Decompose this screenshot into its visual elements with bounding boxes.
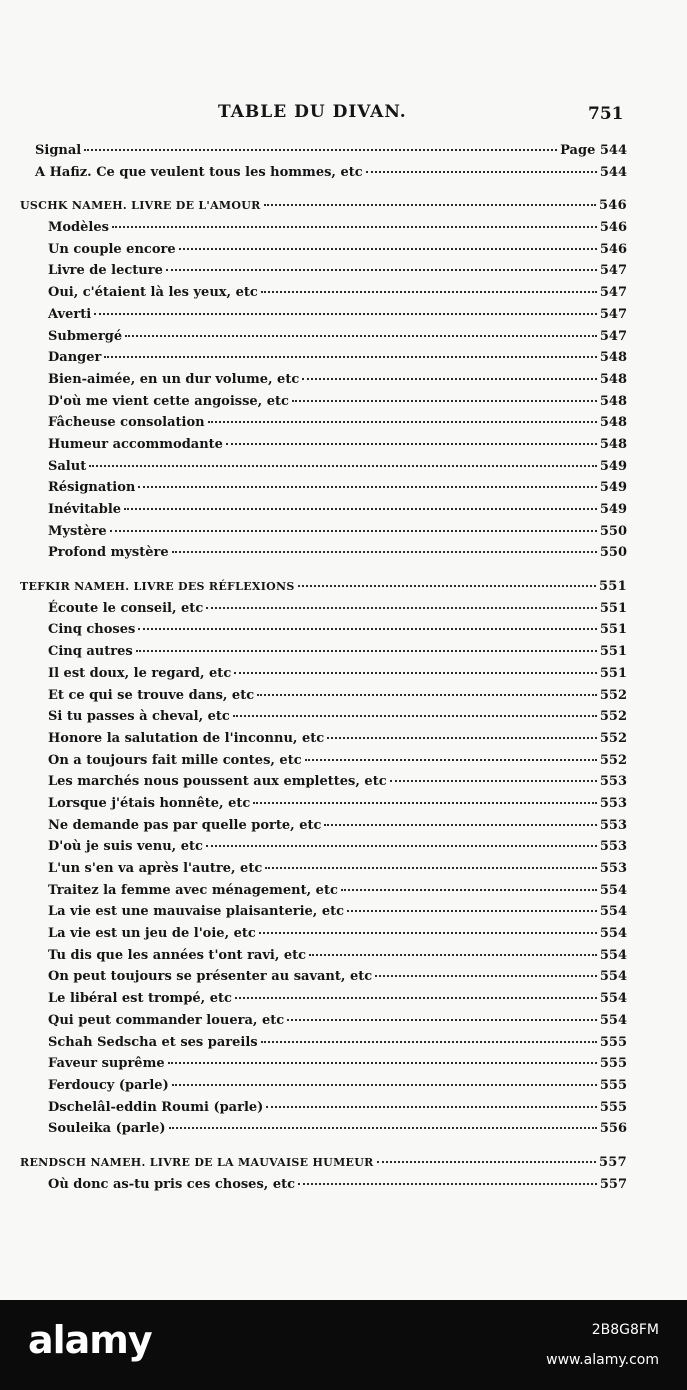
dot-leader [302, 378, 597, 380]
dot-leader [298, 585, 596, 587]
dot-leader [366, 171, 597, 173]
dot-leader [390, 780, 597, 782]
toc-entry [20, 948, 627, 970]
toc-entry-page: 549 [599, 480, 627, 496]
toc-block-tefkir [20, 601, 627, 1143]
toc-entry-title: Écoute le conseil, etc [48, 600, 204, 616]
toc-entry-page: 548 [599, 436, 627, 452]
toc-block-intro [20, 143, 627, 186]
toc-entry [20, 372, 627, 394]
toc-entry [20, 350, 627, 372]
dot-leader [112, 226, 597, 228]
toc-entry-title: Cinq autres [48, 644, 133, 660]
toc-entry-title: Inévitable [48, 502, 122, 517]
toc-entry-page: 553 [599, 817, 627, 833]
toc-entry [20, 601, 627, 623]
toc-entry-title: Honore la salutation de l'inconnu, etc [48, 730, 325, 746]
toc-entry-page: 552 [599, 709, 627, 725]
dot-leader [292, 400, 597, 402]
toc-entry [20, 1121, 627, 1143]
toc-entry [20, 991, 627, 1013]
dot-leader [94, 313, 597, 315]
toc-entry [20, 143, 627, 165]
dot-leader [327, 737, 597, 739]
toc-entry-title: Modèles [48, 220, 109, 236]
toc-entry-title: On a toujours fait mille contes, etc [48, 752, 302, 768]
toc-entry [20, 545, 627, 567]
dot-leader [264, 204, 596, 206]
toc-entry [20, 904, 627, 926]
toc-entry-title: On peut toujours se présenter au savant, etc [48, 969, 373, 985]
toc-entry-page: 553 [599, 795, 627, 811]
toc-entry-page: 553 [599, 861, 627, 876]
toc-entry-title: Humeur accommodante [48, 436, 223, 452]
dot-leader [234, 672, 597, 674]
toc-entry-page: Page 544 [560, 143, 627, 158]
toc-entry-page: 548 [599, 415, 627, 431]
toc-entry-page: 552 [599, 752, 627, 768]
toc-block-uschk [20, 220, 627, 567]
toc-entry-title: Où donc as-tu pris ces choses, etc [48, 1176, 296, 1192]
toc-entry-page: 553 [599, 774, 627, 790]
toc-entry [20, 644, 627, 666]
dot-leader [110, 530, 597, 532]
dot-leader [172, 1084, 597, 1086]
section-page: 546 [598, 198, 627, 214]
toc-entry-page: 547 [599, 285, 627, 301]
toc-entry-title: Un couple encore [48, 241, 176, 257]
toc-entry-title: Schah Sedscha et ses pareils [48, 1034, 258, 1050]
toc-entry-page: 551 [599, 600, 627, 616]
dot-leader [253, 802, 597, 804]
toc-entry [20, 307, 627, 329]
dot-leader [257, 694, 597, 696]
stock-image-id: 2B8G8FM [591, 1322, 659, 1338]
toc-entry-title: L'un s'en va après l'autre, etc [48, 861, 263, 876]
toc-entry-title: Faveur suprême [48, 1056, 165, 1072]
toc-entry-title: D'où je suis venu, etc [48, 839, 203, 855]
toc-entry [20, 861, 627, 883]
dot-leader [84, 149, 557, 151]
toc-entry-title: Livre de lecture [48, 263, 163, 279]
toc-entry-page: 554 [599, 991, 627, 1007]
toc-entry-page: 555 [599, 1099, 627, 1115]
toc-entry-title: Qui peut commander louera, etc [48, 1012, 285, 1028]
page-number: 751 [588, 104, 624, 124]
dot-leader [324, 824, 596, 826]
toc-entry-page: 552 [599, 730, 627, 746]
toc-entry-title: Il est doux, le regard, etc [48, 665, 232, 681]
dot-leader [138, 628, 597, 630]
dot-leader [377, 1161, 596, 1163]
toc-entry-page: 554 [599, 947, 627, 963]
toc-entry-title: Cinq choses [48, 622, 136, 638]
toc-entry [20, 285, 627, 307]
toc-entry-title: Souleika (parle) [48, 1121, 166, 1137]
toc-entry-page: 555 [599, 1034, 627, 1050]
dot-leader [104, 356, 597, 358]
toc-entry-title: Tu dis que les années t'ont ravi, etc [48, 947, 307, 963]
toc-entry-title: La vie est une mauvaise plaisanterie, etc [48, 904, 345, 920]
dot-leader [261, 291, 597, 293]
toc-entry-title: Les marchés nous poussent aux emplettes, etc [48, 774, 387, 790]
toc-section-tefkir [20, 579, 627, 601]
dot-leader [226, 443, 597, 445]
dot-leader [259, 932, 597, 934]
toc-entry-page: 546 [599, 220, 627, 236]
toc-block-rendsch [20, 1177, 627, 1199]
dot-leader [89, 465, 597, 467]
toc-entry-page: 553 [599, 839, 627, 855]
dot-leader [166, 269, 597, 271]
toc-entry-page: 554 [599, 1012, 627, 1028]
dot-leader [125, 335, 597, 337]
toc-gap [20, 186, 627, 198]
toc-entry-page: 551 [599, 622, 627, 638]
dot-leader [309, 954, 597, 956]
toc-entry-page: 550 [599, 523, 627, 539]
toc-entry [20, 1100, 627, 1122]
toc-gap [20, 1143, 627, 1155]
toc-entry-title: D'où me vient cette angoisse, etc [48, 393, 289, 409]
toc-entry-page: 554 [599, 882, 627, 898]
toc-entry-page: 550 [599, 545, 627, 561]
dot-leader [233, 715, 597, 717]
toc-entry [20, 688, 627, 710]
toc-entry-page: 554 [599, 969, 627, 985]
toc-section-rendsch [20, 1155, 627, 1177]
toc-entry-title: Lorsque j'étais honnête, etc [48, 795, 251, 811]
toc-entry-title: Bien-aimée, en un dur volume, etc [48, 371, 300, 387]
dot-leader [265, 867, 597, 869]
toc-entry-page: 549 [599, 458, 627, 474]
toc-entry-page: 551 [599, 665, 627, 681]
toc-entry-page: 547 [599, 263, 627, 279]
toc-entry-page: 556 [599, 1121, 627, 1137]
toc-entry-title: Le libéral est trompé, etc [48, 991, 232, 1007]
toc-entry-title: Traitez la femme avec ménagement, etc [48, 882, 338, 898]
toc-entry-title: Oui, c'étaient là les yeux, etc [48, 285, 258, 301]
dot-leader [341, 889, 597, 891]
dot-leader [169, 1127, 597, 1129]
toc-entry-title: Signal [35, 143, 82, 158]
toc-entry-title: Mystère [48, 523, 107, 539]
toc-entry [20, 753, 627, 775]
toc-entry [20, 329, 627, 351]
dot-leader [235, 997, 597, 999]
toc-entry [20, 796, 627, 818]
page-header [0, 100, 687, 130]
toc-entry-page: 549 [599, 502, 627, 517]
toc-entry [20, 1078, 627, 1100]
toc-entry [20, 818, 627, 840]
dot-leader [179, 248, 597, 250]
section-title: USCHK NAMEH. LIVRE DE L'AMOUR [20, 199, 261, 213]
dot-leader [347, 910, 597, 912]
toc-entry [20, 263, 627, 285]
dot-leader [138, 486, 596, 488]
toc-entry-page: 554 [599, 926, 627, 942]
dot-leader [287, 1019, 597, 1021]
toc-entry [20, 394, 627, 416]
dot-leader [206, 607, 597, 609]
stock-banner [0, 1300, 687, 1390]
toc-entry-title: A Hafiz. Ce que veulent tous les hommes, etc [35, 164, 363, 180]
toc-entry-page: 555 [599, 1077, 627, 1093]
toc-entry [20, 220, 627, 242]
toc-entry-page: 548 [599, 371, 627, 387]
toc-entry [20, 502, 627, 524]
toc-entry-page: 548 [599, 393, 627, 409]
toc-entry [20, 415, 627, 437]
toc-entry-title: Si tu passes à cheval, etc [48, 709, 230, 725]
toc-entry-title: Salut [48, 458, 87, 474]
toc-entry-page: 551 [599, 644, 627, 660]
toc-entry-title: Ferdoucy (parle) [48, 1077, 169, 1093]
section-page: 551 [598, 579, 627, 595]
dot-leader [375, 975, 597, 977]
dot-leader [206, 845, 597, 847]
toc-entry [20, 480, 627, 502]
toc-gap [20, 567, 627, 579]
toc-entry [20, 524, 627, 546]
toc-entry [20, 459, 627, 481]
dot-leader [208, 421, 597, 423]
toc-entry [20, 622, 627, 644]
toc-entry-title: Dschelâl-eddin Roumi (parle) [48, 1099, 264, 1115]
toc-entry [20, 165, 627, 187]
toc-entry-title: Fâcheuse consolation [48, 415, 205, 431]
toc-entry [20, 839, 627, 861]
toc-entry-page: 555 [599, 1056, 627, 1072]
toc-section-uschk [20, 198, 627, 220]
dot-leader [266, 1106, 597, 1108]
toc-entry [20, 969, 627, 991]
section-title: RENDSCH NAMEH. LIVRE DE LA MAUVAISE HUMEUR [20, 1155, 374, 1169]
toc-entry-title: Averti [48, 306, 92, 322]
toc-entry-title: Danger [48, 350, 102, 366]
toc-entry-title: La vie est un jeu de l'oie, etc [48, 926, 256, 942]
toc-entry [20, 1035, 627, 1057]
dot-leader [172, 551, 597, 553]
dot-leader [124, 508, 597, 510]
table-of-contents [20, 143, 627, 1198]
toc-entry-page: 544 [599, 164, 627, 180]
toc-entry-title: Profond mystère [48, 545, 169, 561]
toc-entry-title: Et ce qui se trouve dans, etc [48, 687, 255, 703]
toc-entry [20, 1056, 627, 1078]
toc-entry [20, 926, 627, 948]
dot-leader [168, 1062, 597, 1064]
toc-entry-title: Résignation [48, 480, 136, 496]
dot-leader [261, 1041, 597, 1043]
stock-url: www.alamy.com [546, 1352, 659, 1368]
toc-entry [20, 666, 627, 688]
toc-entry [20, 1177, 627, 1199]
toc-entry [20, 437, 627, 459]
dot-leader [305, 759, 597, 761]
toc-entry-page: 547 [599, 306, 627, 322]
toc-entry-page: 547 [599, 328, 627, 344]
toc-entry [20, 731, 627, 753]
toc-entry-title: Ne demande pas par quelle porte, etc [48, 817, 322, 833]
dot-leader [136, 650, 597, 652]
toc-entry [20, 1013, 627, 1035]
running-title: TABLE DU DIVAN. [218, 102, 407, 122]
toc-entry [20, 883, 627, 905]
toc-entry-page: 557 [599, 1176, 627, 1192]
toc-entry-page: 546 [599, 241, 627, 257]
toc-entry-page: 552 [599, 687, 627, 703]
section-title: TEFKIR NAMEH. LIVRE DES RÉFLEXIONS [20, 580, 295, 594]
dot-leader [298, 1183, 597, 1185]
toc-entry [20, 774, 627, 796]
alamy-logo: alamy [28, 1318, 152, 1362]
toc-entry [20, 709, 627, 731]
toc-entry-page: 548 [599, 350, 627, 366]
toc-entry [20, 242, 627, 264]
section-page: 557 [598, 1154, 627, 1170]
toc-entry-title: Submergé [48, 328, 123, 344]
toc-entry-page: 554 [599, 904, 627, 920]
